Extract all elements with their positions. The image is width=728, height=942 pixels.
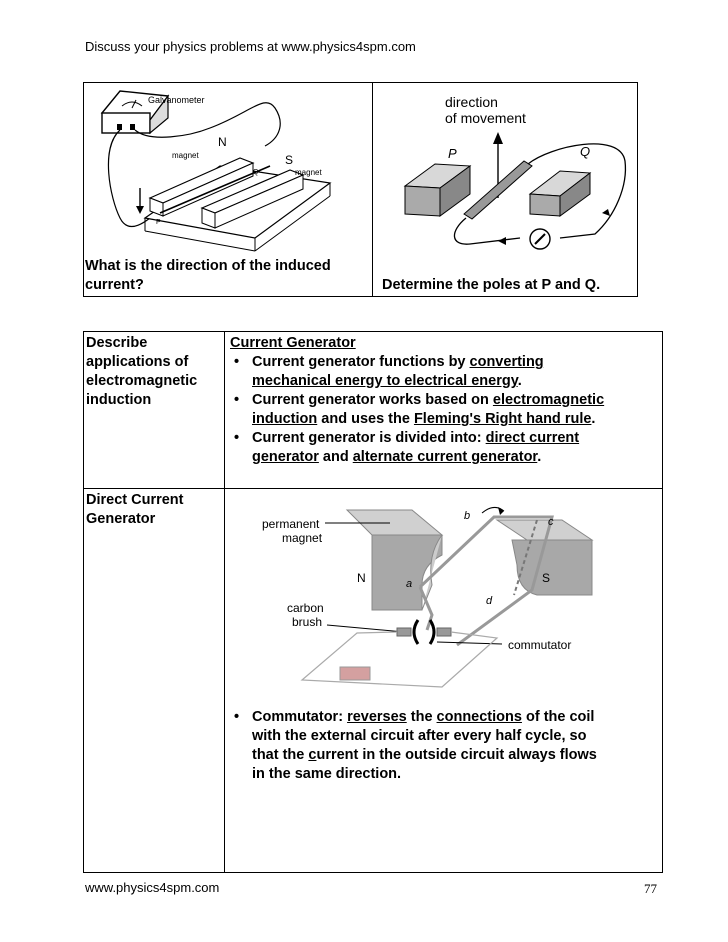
moving-conductor-figure: [380, 86, 635, 261]
question-induced-current: What is the direction of the induced current?: [85, 258, 331, 293]
label-c: c: [548, 516, 554, 528]
end-p-label: P: [156, 219, 161, 226]
induction-figure: [90, 88, 370, 253]
pole-p-label: P: [448, 146, 457, 161]
label-permanent: permanent: [262, 517, 320, 531]
bullet-converting: • Current generator functions by converting mechanical energy to electrical energy.: [234, 354, 544, 389]
main-table-row-divider: [83, 488, 663, 489]
row-applications-label: Describe applications of electromagnetic induction: [86, 335, 198, 408]
commutator-section: [230, 708, 660, 784]
main-table-divider: [224, 331, 225, 873]
magnet-right-label: magnet: [295, 168, 322, 177]
pole-n: N: [218, 135, 227, 149]
label-magnet: magnet: [282, 531, 323, 545]
galvanometer-label: Galvanometer: [148, 95, 205, 105]
dc-generator-figure: [232, 495, 657, 705]
direction-label: direction: [445, 94, 498, 110]
bullet-works-based: • Current generator works based on electromagnetic induction and uses the Fleming's Right hand rule.: [234, 392, 605, 427]
page-number: 77: [644, 881, 657, 896]
row-dc-generator-label: Direct Current Generator: [86, 492, 184, 527]
bullet-commutator: • Commutator: reverses the connections of the coil with the external circuit after every half cycle, so that the current in the outside circuit always flows in the same direction.: [234, 709, 597, 782]
footer-site: www.physics4spm.com: [85, 880, 220, 895]
label-carbon: carbon: [287, 601, 324, 615]
top-table-divider: [372, 82, 373, 297]
label-n: N: [357, 571, 366, 585]
pole-q-label: Q: [580, 144, 591, 159]
label-commutator: commutator: [508, 638, 572, 652]
current-generator-title: Current Generator: [230, 335, 356, 351]
question-poles: Determine the poles at P and Q.: [382, 277, 601, 293]
bullet-divided: • Current generator is divided into: direct current generator and alternate current generator.: [234, 430, 580, 465]
magnet-left-label: magnet: [172, 151, 199, 160]
label-b: b: [464, 510, 471, 522]
label-s: S: [542, 571, 551, 585]
label-a: a: [406, 578, 413, 590]
current-generator-section: [230, 334, 660, 467]
page-header: Discuss your physics problems at www.physics4spm.com: [85, 39, 416, 54]
movement-label: of movement: [445, 110, 526, 126]
label-brush: brush: [292, 615, 323, 629]
label-d: d: [486, 595, 493, 607]
end-q-label: Q: [253, 169, 259, 176]
pole-s: S: [285, 153, 294, 167]
